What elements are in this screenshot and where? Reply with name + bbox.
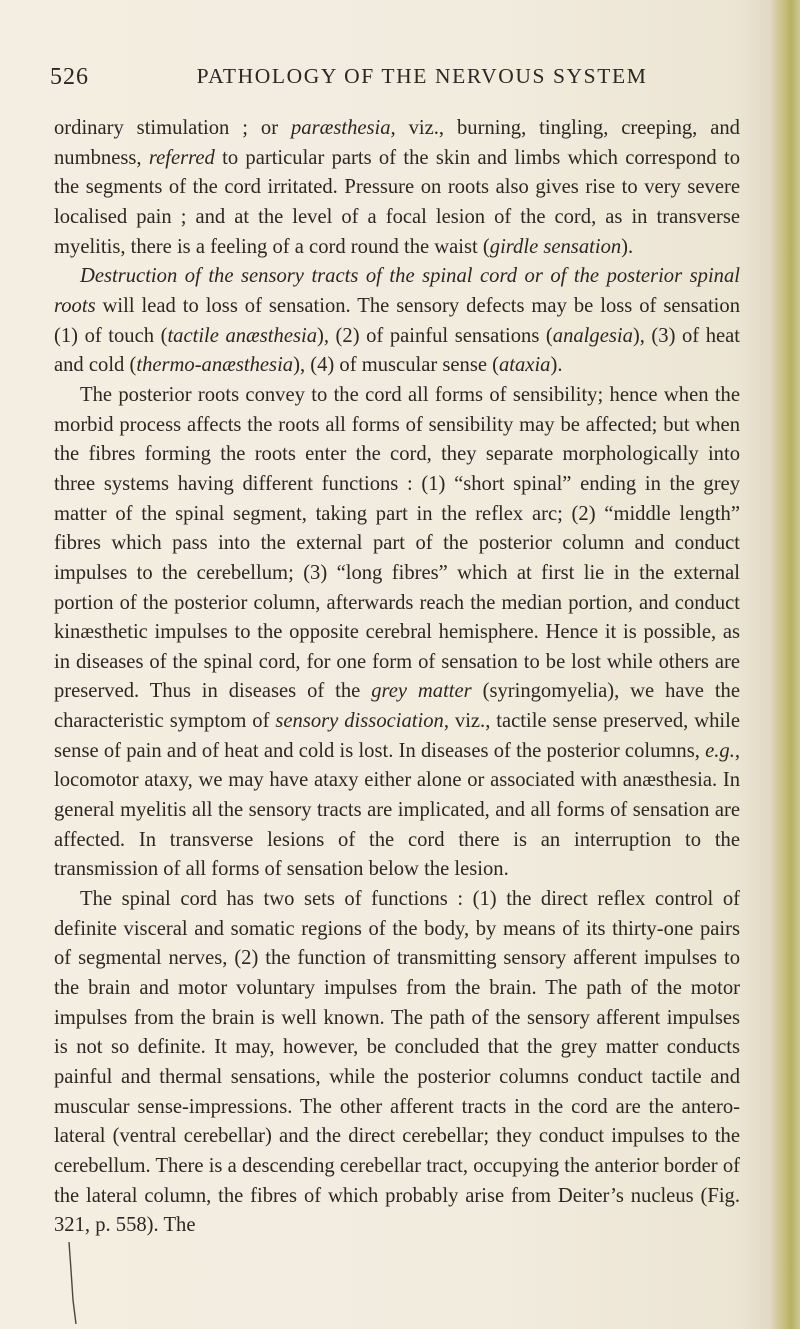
italic-term: ataxia bbox=[498, 354, 551, 377]
text-run: ). bbox=[550, 354, 563, 377]
italic-term: sensory dissociation bbox=[275, 710, 444, 733]
text-run: (syringomyelia), we have the characteristic symptom of bbox=[54, 680, 740, 733]
text-run: viz., burning, tingling, creeping, and numbness, bbox=[54, 117, 740, 169]
paragraph-4 bbox=[54, 885, 740, 1241]
italic-term: analgesia bbox=[552, 324, 633, 347]
text-run: ), (4) of muscular sense ( bbox=[293, 354, 499, 377]
text-run: will lead to loss of sensation. The sensory defects may be loss of sensation (1) of touch ( bbox=[54, 294, 740, 347]
text-run: ), (2) of painful sensations ( bbox=[317, 324, 553, 347]
italic-term: paræsthesia, bbox=[291, 117, 396, 139]
body-text bbox=[54, 114, 740, 1241]
paragraph-1 bbox=[54, 114, 740, 262]
page-edge bbox=[770, 0, 800, 1329]
text-run: The spinal cord has two sets of functions : (1) the direct reflex control of definite visceral and somatic regions of the body, by means of its thirty-one pairs of segmental nerves, (2) the function of transmitting sensory afferent impulses to the brain and motor voluntary impulses from the brain. The path of the motor impulses from the brain is well known. The path of the sensory afferent impulses is not so definite. It may, however, be concluded that the grey matter conducts painful and thermal sensations, while the posterior columns conduct tactile and muscular sense-impressions. The other afferent tracts in the cord are the antero-lateral (ventral cerebellar) and the direct cerebellar; they conduct impulses to the cerebellum. There is a descending cerebellar tract, occupying the anterior border of the lateral column, the fibres of which probably arise from Deiter’s nucleus (Fig. 321, p. 558). The bbox=[54, 888, 740, 1237]
text-run: ordinary stimulation ; or bbox=[54, 117, 291, 139]
page-header bbox=[50, 64, 750, 98]
italic-lead: Destruction of the sensory tracts of the spinal cord or of the posterior spinal roots bbox=[54, 265, 740, 317]
italic-term: e.g. bbox=[705, 739, 735, 762]
italic-term: thermo-anæsthesia bbox=[136, 354, 294, 377]
italic-term: girdle sensation bbox=[489, 235, 622, 258]
page-number: 526 bbox=[50, 64, 89, 90]
text-run: ), (3) of heat and cold ( bbox=[54, 324, 741, 377]
text-run: to particular parts of the skin and limbs which correspond to the segments of the cord irritated. Pressure on roots also gives rise to very severe localised pain ; and at the level of a focal lesion of the cord, as in transverse myelitis, there is a feeling of a cord round the waist ( bbox=[54, 146, 741, 258]
running-head: PATHOLOGY OF THE NERVOUS SYSTEM bbox=[196, 64, 648, 88]
paragraph-2 bbox=[54, 262, 740, 381]
pen-mark bbox=[60, 1240, 90, 1324]
paragraph-3 bbox=[54, 381, 740, 885]
text-run: , locomotor ataxy, we may have ataxy either alone or associated with anæsthesia. In general myelitis all the sensory tracts are implicated, and all forms of sensation are affected. In transverse lesions of the cord there is an interruption to the transmission of all forms of sensation below the lesion. bbox=[54, 739, 740, 881]
italic-term: grey matter bbox=[371, 680, 472, 703]
italic-term: tactile anæsthesia bbox=[167, 324, 317, 347]
italic-term: referred bbox=[148, 146, 215, 169]
text-run: ). bbox=[621, 235, 634, 258]
text-run: The posterior roots convey to the cord all forms of sensibility; hence when the morbid process affects the roots all forms of sensibility may be affected; but when the fibres forming the roots enter the cord, they separate morphologically into three systems having different functions : (1) “short spinal” ending in the grey matter of the spinal segment, taking part in the reflex arc; (2) “middle length” fibres which pass into the external part of the posterior column and conduct impulses to the cerebellum; (3) “long fibres” which at first lie in the external portion of the posterior column, afterwards reach the median portion, and conduct kinæsthetic impulses to the opposite cerebral hemisphere. Hence it is possible, as in diseases of the spinal cord, for one form of sensation to be lost while others are preserved. Thus in diseases of the bbox=[54, 383, 740, 703]
text-run: , viz., tactile sense preserved, while sense of pain and of heat and cold is lost. In diseases of the posterior columns, bbox=[54, 710, 740, 762]
